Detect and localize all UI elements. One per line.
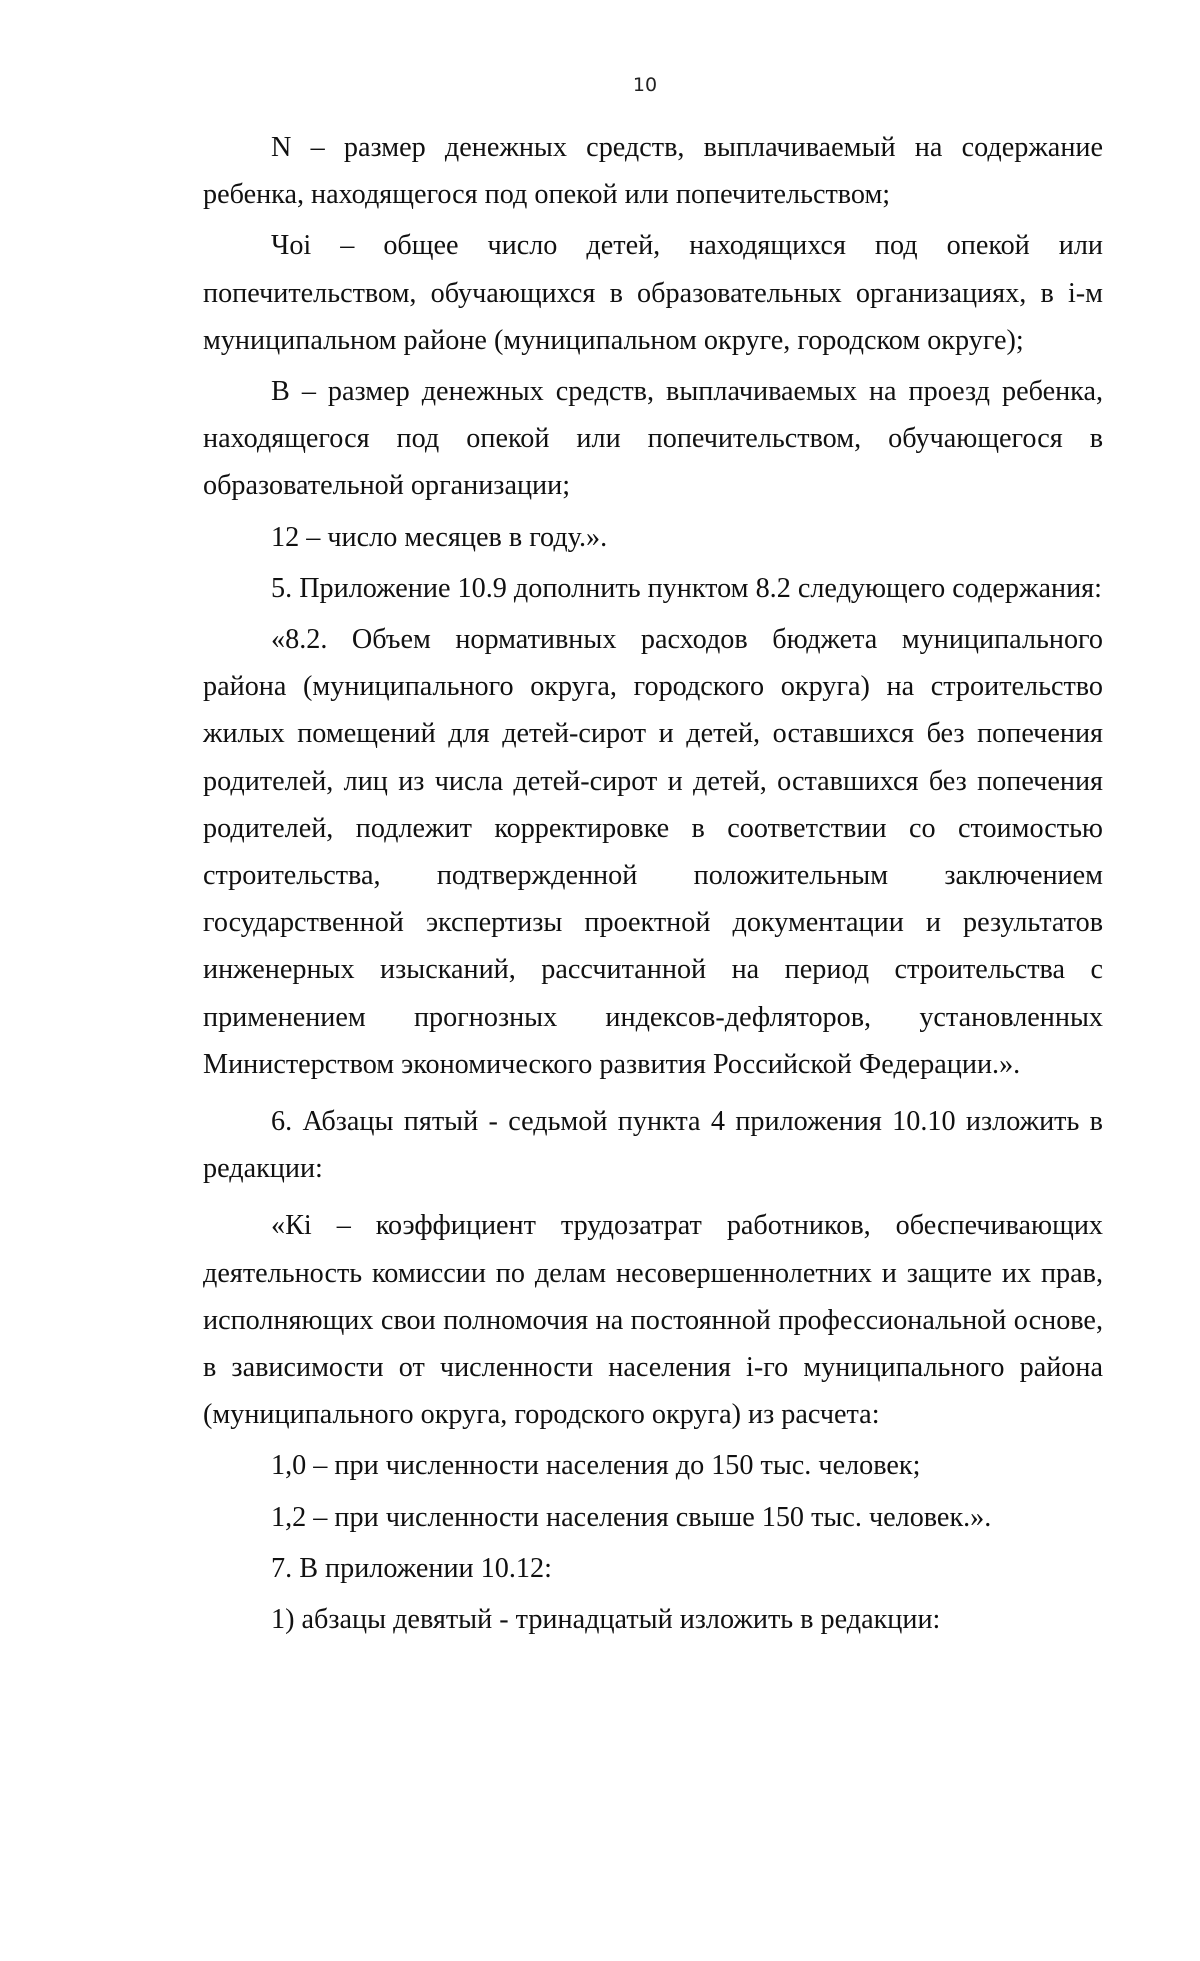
document-body	[203, 124, 1103, 1643]
paragraph-months-definition: 12 – число месяцев в году.».	[271, 521, 608, 553]
paragraph-subitem-1: 1) абзацы девятый - тринадцатый изложить в редакции:	[271, 1604, 941, 1636]
paragraph-clause-8-2: «8.2. Объем нормативных расходов бюджета муниципального района (муниципального округа, городского округа) на строительство жилых помещений для детей-сирот и детей, оставшихся без попечения родителей, лиц из числа детей-сирот и детей, оставшихся без попечения родителей, подлежит корректировке в соответствии со стоимостью строительства, подтвержденной положительным заключением государственной экспертизы проектной документации и результатов инженерных изысканий, рассчитанной на период строительства с применением прогнозных индексов-дефляторов, установленных Министерством экономического развития Российской Федерации.».	[203, 624, 1103, 1080]
paragraph-item-6: 6. Абзацы пятый - седьмой пункта 4 приложения 10.10 изложить в редакции:	[203, 1106, 1103, 1185]
paragraph-n-definition: N – размер денежных средств, выплачиваемый на содержание ребенка, находящегося под опекой или попечительством;	[203, 132, 1103, 211]
paragraph-b-definition: В – размер денежных средств, выплачиваемых на проезд ребенка, находящегося под опекой или попечительством, обучающегося в образовательной организации;	[203, 376, 1103, 502]
paragraph-choi-definition: Чоi – общее число детей, находящихся под опекой или попечительством, обучающихся в образовательных организациях, в i-м муниципальном районе (муниципальном округе, городском округе);	[203, 230, 1103, 356]
paragraph-ki-definition: «Кi – коэффициент трудозатрат работников, обеспечивающих деятельность комиссии по делам несовершеннолетних и защите их прав, исполняющих свои полномочия на постоянной профессиональной основе, в зависимости от численности населения i-го муниципального района (муниципального округа, городского округа) из расчета:	[203, 1210, 1103, 1431]
paragraph-item-5: 5. Приложение 10.9 дополнить пунктом 8.2 следующего содержания:	[271, 572, 1102, 604]
paragraph-coefficient-1-0: 1,0 – при численности населения до 150 тыс. человек;	[271, 1450, 921, 1482]
paragraph-item-7: 7. В приложении 10.12:	[271, 1552, 552, 1584]
paragraph-coefficient-1-2: 1,2 – при численности населения свыше 150 тыс. человек.».	[271, 1501, 992, 1533]
page-number: 10	[632, 74, 658, 96]
